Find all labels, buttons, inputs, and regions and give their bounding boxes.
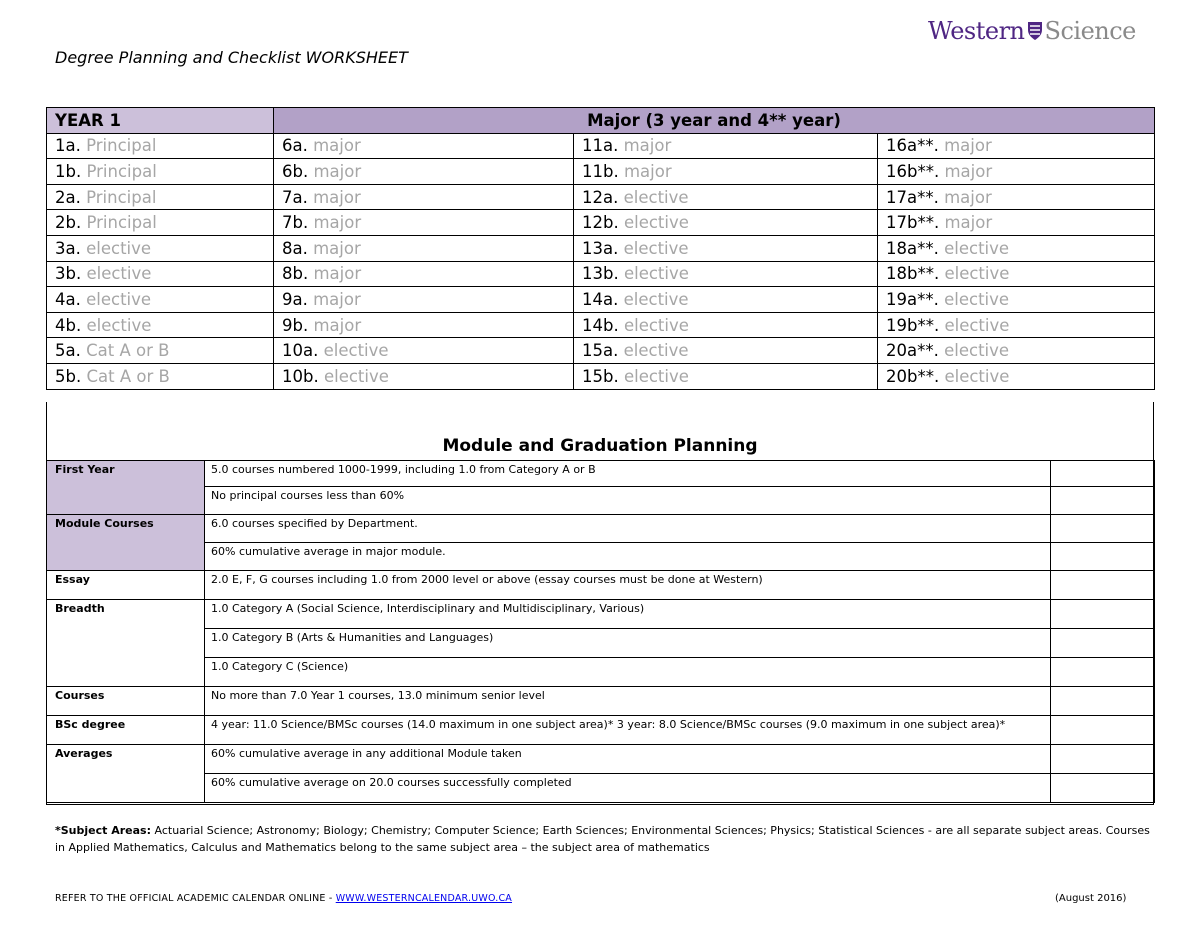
slot-placeholder: elective xyxy=(944,289,1010,309)
course-slot[interactable] xyxy=(878,363,1155,389)
slot-number: 10b. xyxy=(282,366,319,386)
slot-placeholder: elective xyxy=(623,238,689,258)
slot-placeholder: Principal xyxy=(86,161,157,181)
course-slot[interactable] xyxy=(574,159,878,185)
course-slot[interactable] xyxy=(878,133,1155,159)
grid-body xyxy=(47,133,1155,389)
requirement-category: Courses xyxy=(47,687,205,716)
slot-placeholder: elective xyxy=(623,366,689,386)
slot-number: 15b. xyxy=(582,366,619,386)
slot-placeholder: elective xyxy=(623,315,689,335)
requirement-check-cell[interactable] xyxy=(1051,600,1155,629)
footer-date: (August 2016) xyxy=(1055,893,1127,904)
slot-number: 9a. xyxy=(282,289,308,309)
slot-placeholder: elective xyxy=(623,187,689,207)
slot-number: 12a. xyxy=(582,187,619,207)
slot-number: 17b**. xyxy=(886,213,940,233)
course-slot[interactable] xyxy=(878,338,1155,364)
slot-placeholder: elective xyxy=(623,264,689,284)
slot-placeholder: major xyxy=(944,213,993,233)
requirement-check-cell[interactable] xyxy=(1051,629,1155,658)
slot-number: 20b**. xyxy=(886,366,940,386)
requirement-category: BSc degree xyxy=(47,716,205,745)
slot-placeholder: major xyxy=(944,161,993,181)
course-slot[interactable] xyxy=(274,133,574,159)
requirement-row xyxy=(47,629,1155,658)
requirement-check-cell[interactable] xyxy=(1051,774,1155,803)
slot-placeholder: Principal xyxy=(86,136,157,156)
course-slot[interactable] xyxy=(574,210,878,236)
requirement-row xyxy=(47,745,1155,774)
course-slot[interactable] xyxy=(878,184,1155,210)
course-row xyxy=(47,184,1155,210)
course-slot[interactable] xyxy=(574,287,878,313)
footer-text: REFER TO THE OFFICIAL ACADEMIC CALENDAR ONLINE - xyxy=(55,893,336,904)
course-row xyxy=(47,338,1155,364)
slot-number: 16a**. xyxy=(886,136,939,156)
slot-placeholder: elective xyxy=(623,213,689,233)
slot-placeholder: Principal xyxy=(86,187,157,207)
slot-placeholder: major xyxy=(313,238,361,258)
course-slot[interactable] xyxy=(574,235,878,261)
slot-number: 18a**. xyxy=(886,238,939,258)
requirement-category: Breadth xyxy=(47,600,205,687)
slot-number: 2b. xyxy=(55,213,82,233)
slot-number: 3a. xyxy=(55,238,81,258)
course-slot[interactable] xyxy=(274,184,574,210)
slot-placeholder: major xyxy=(313,315,362,335)
subject-areas-note xyxy=(55,822,1155,856)
requirement-check-cell[interactable] xyxy=(1051,571,1155,600)
slot-placeholder: major xyxy=(623,161,672,181)
requirement-text: 1.0 Category A (Social Science, Interdisciplinary and Multidisciplinary, Various) xyxy=(205,600,1051,629)
requirement-check-cell[interactable] xyxy=(1051,658,1155,687)
slot-number: 19a**. xyxy=(886,289,939,309)
slot-placeholder: elective xyxy=(623,289,689,309)
western-science-logo xyxy=(928,17,1136,47)
major-header: Major (3 year and 4** year) xyxy=(274,108,1155,134)
requirement-check-cell[interactable] xyxy=(1051,745,1155,774)
course-slot[interactable] xyxy=(47,287,274,313)
slot-placeholder: major xyxy=(944,187,992,207)
slot-number: 1b. xyxy=(55,161,82,181)
slot-number: 8b. xyxy=(282,264,309,284)
course-slot[interactable] xyxy=(47,133,274,159)
course-slot[interactable] xyxy=(47,312,274,338)
slot-placeholder: major xyxy=(623,136,672,156)
course-row xyxy=(47,312,1155,338)
slot-number: 11a. xyxy=(582,136,619,156)
course-slot[interactable] xyxy=(47,184,274,210)
course-slot[interactable] xyxy=(878,312,1155,338)
slot-number: 17a**. xyxy=(886,187,939,207)
note-label: *Subject Areas: xyxy=(55,824,151,837)
slot-placeholder: Cat A or B xyxy=(86,341,170,361)
slot-number: 19b**. xyxy=(886,315,940,335)
logo-word-western: Western xyxy=(928,17,1025,45)
course-slot[interactable] xyxy=(47,159,274,185)
course-slot[interactable] xyxy=(574,338,878,364)
slot-number: 7a. xyxy=(282,187,308,207)
slot-number: 6a. xyxy=(282,136,308,156)
slot-placeholder: elective xyxy=(944,315,1010,335)
requirement-text: 60% cumulative average in any additional Module taken xyxy=(205,745,1051,774)
course-slot[interactable] xyxy=(274,287,574,313)
slot-number: 20a**. xyxy=(886,341,939,361)
requirement-check-cell[interactable] xyxy=(1051,716,1155,745)
course-slot[interactable] xyxy=(47,261,274,287)
requirement-row xyxy=(47,774,1155,803)
requirement-category: Essay xyxy=(47,571,205,600)
course-slot[interactable] xyxy=(574,312,878,338)
requirement-category: First Year xyxy=(47,461,205,515)
course-slot[interactable] xyxy=(878,159,1155,185)
slot-placeholder: major xyxy=(313,187,361,207)
requirement-check-cell[interactable] xyxy=(1051,687,1155,716)
slot-placeholder: elective xyxy=(86,315,152,335)
course-slot[interactable] xyxy=(574,363,878,389)
course-slot[interactable] xyxy=(47,363,274,389)
slot-number: 5b. xyxy=(55,366,82,386)
slot-placeholder: elective xyxy=(323,341,389,361)
course-slot[interactable] xyxy=(274,338,574,364)
slot-number: 3b. xyxy=(55,264,82,284)
slot-number: 4b. xyxy=(55,315,82,335)
course-row xyxy=(47,210,1155,236)
slot-number: 10a. xyxy=(282,341,319,361)
slot-placeholder: major xyxy=(313,161,362,181)
slot-placeholder: elective xyxy=(86,289,152,309)
slot-placeholder: major xyxy=(313,264,362,284)
crest-icon xyxy=(1027,19,1043,47)
slot-number: 15a. xyxy=(582,341,619,361)
course-row xyxy=(47,363,1155,389)
note-text: Actuarial Science; Astronomy; Biology; Chemistry; Computer Science; Earth Sciences; Environmental Sciences; Physics; Statistical Sciences - are all separate subject areas. Courses in Applied Mathematics, Calculus and Mathematics belong to the same subject area – the subject area of mathematics xyxy=(55,824,1150,854)
course-slot[interactable] xyxy=(47,235,274,261)
requirements-body xyxy=(47,461,1155,803)
requirement-check-cell[interactable] xyxy=(1051,543,1155,571)
requirement-row xyxy=(47,658,1155,687)
requirement-row xyxy=(47,487,1155,515)
slot-placeholder: elective xyxy=(86,264,152,284)
slot-placeholder: elective xyxy=(623,341,689,361)
slot-number: 13a. xyxy=(582,238,619,258)
slot-number: 2a. xyxy=(55,187,81,207)
slot-number: 16b**. xyxy=(886,161,940,181)
course-slot[interactable] xyxy=(878,235,1155,261)
requirement-row xyxy=(47,716,1155,745)
requirement-check-cell[interactable] xyxy=(1051,461,1155,487)
module-title: Module and Graduation Planning xyxy=(442,436,758,456)
slot-placeholder: elective xyxy=(323,366,389,386)
course-slot[interactable] xyxy=(274,312,574,338)
slot-placeholder: elective xyxy=(944,341,1010,361)
requirement-check-cell[interactable] xyxy=(1051,515,1155,543)
slot-placeholder: major xyxy=(313,213,362,233)
slot-number: 6b. xyxy=(282,161,309,181)
slot-placeholder: Principal xyxy=(86,213,157,233)
course-grid xyxy=(46,107,1155,390)
slot-placeholder: elective xyxy=(944,264,1010,284)
requirement-text: No more than 7.0 Year 1 courses, 13.0 minimum senior level xyxy=(205,687,1051,716)
slot-placeholder: elective xyxy=(86,238,152,258)
slot-number: 14b. xyxy=(582,315,619,335)
slot-number: 7b. xyxy=(282,213,309,233)
course-slot[interactable] xyxy=(47,210,274,236)
course-row xyxy=(47,133,1155,159)
requirement-text: 2.0 E, F, G courses including 1.0 from 2000 level or above (essay courses must be done at Western) xyxy=(205,571,1051,600)
calendar-link[interactable]: WWW.WESTERNCALENDAR.UWO.CA xyxy=(335,893,513,904)
requirement-text: 6.0 courses specified by Department. xyxy=(205,515,1051,543)
slot-number: 11b. xyxy=(582,161,619,181)
course-row xyxy=(47,235,1155,261)
requirement-text: 60% cumulative average in major module. xyxy=(205,543,1051,571)
slot-number: 12b. xyxy=(582,213,619,233)
course-slot[interactable] xyxy=(878,261,1155,287)
requirement-row xyxy=(47,600,1155,629)
requirement-row xyxy=(47,515,1155,543)
requirement-check-cell[interactable] xyxy=(1051,487,1155,515)
course-row xyxy=(47,159,1155,185)
course-slot[interactable] xyxy=(274,363,574,389)
slot-number: 8a. xyxy=(282,238,308,258)
course-slot[interactable] xyxy=(574,261,878,287)
requirement-text: 1.0 Category C (Science) xyxy=(205,658,1051,687)
requirement-text: 5.0 courses numbered 1000-1999, including 1.0 from Category A or B xyxy=(205,461,1051,487)
course-slot[interactable] xyxy=(47,338,274,364)
slot-number: 5a. xyxy=(55,341,81,361)
course-row xyxy=(47,261,1155,287)
course-slot[interactable] xyxy=(274,235,574,261)
requirement-row xyxy=(47,543,1155,571)
course-slot[interactable] xyxy=(274,261,574,287)
slot-number: 9b. xyxy=(282,315,309,335)
footer xyxy=(55,893,512,904)
course-slot[interactable] xyxy=(574,184,878,210)
course-row xyxy=(47,287,1155,313)
document-title: Degree Planning and Checklist WORKSHEET xyxy=(55,48,408,67)
requirements-table xyxy=(46,460,1155,803)
slot-placeholder: Cat A or B xyxy=(86,366,170,386)
requirement-row xyxy=(47,687,1155,716)
course-slot[interactable] xyxy=(274,210,574,236)
slot-number: 13b. xyxy=(582,264,619,284)
course-slot[interactable] xyxy=(878,210,1155,236)
requirement-category: Module Courses xyxy=(47,515,205,571)
requirement-text: 60% cumulative average on 20.0 courses successfully completed xyxy=(205,774,1051,803)
slot-placeholder: major xyxy=(944,136,992,156)
slot-placeholder: elective xyxy=(944,366,1010,386)
logo-word-science: Science xyxy=(1044,17,1136,45)
slot-number: 1a. xyxy=(55,136,81,156)
slot-number: 14a. xyxy=(582,289,619,309)
requirement-row xyxy=(47,461,1155,487)
requirement-text: 1.0 Category B (Arts & Humanities and Languages) xyxy=(205,629,1051,658)
course-slot[interactable] xyxy=(878,287,1155,313)
year1-header: YEAR 1 xyxy=(47,108,274,134)
slot-number: 18b**. xyxy=(886,264,940,284)
requirement-row xyxy=(47,571,1155,600)
requirement-text: 4 year: 11.0 Science/BMSc courses (14.0 maximum in one subject area)* 3 year: 8.0 Science/BMSc courses (9.0 maximum in one subject area)* xyxy=(205,716,1051,745)
slot-placeholder: elective xyxy=(944,238,1010,258)
course-slot[interactable] xyxy=(274,159,574,185)
requirement-text: No principal courses less than 60% xyxy=(205,487,1051,515)
slot-placeholder: major xyxy=(313,136,361,156)
requirement-category: Averages xyxy=(47,745,205,803)
course-slot[interactable] xyxy=(574,133,878,159)
slot-number: 4a. xyxy=(55,289,81,309)
grid-header-row xyxy=(47,108,1155,134)
slot-placeholder: major xyxy=(313,289,361,309)
